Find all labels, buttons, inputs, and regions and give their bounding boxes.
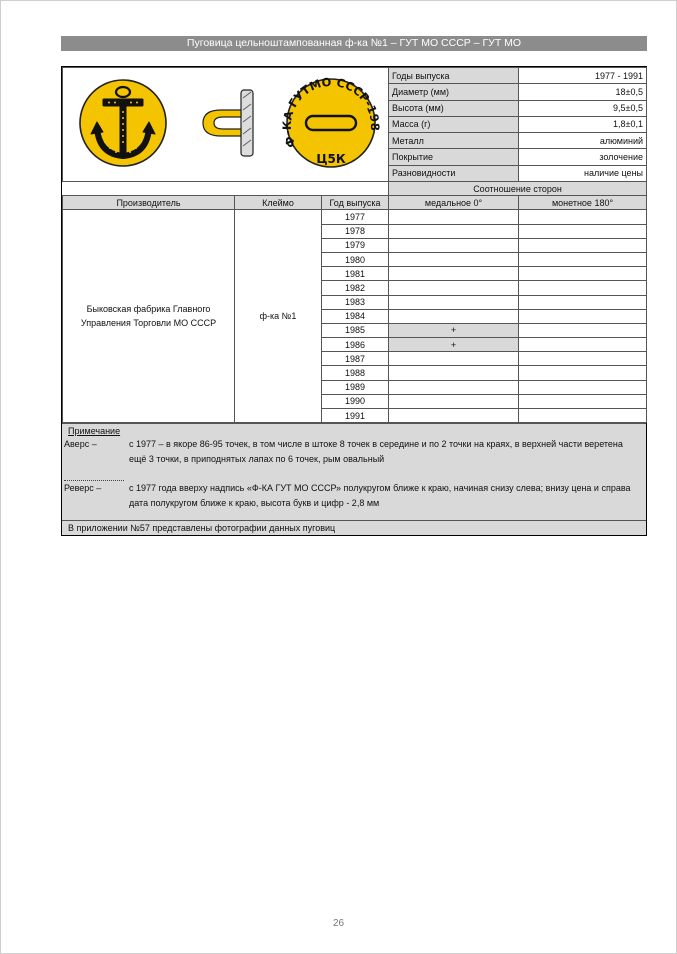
page-title: Пуговица цельноштампованная ф-ка №1 – ГУТ МО СССР – ГУТ МО [61, 36, 647, 51]
year-cell: 1981 [322, 267, 389, 281]
coin-cell [519, 338, 647, 352]
year-cell: 1988 [322, 366, 389, 380]
col-mark: Клеймо [235, 196, 322, 210]
coin-cell [519, 252, 647, 266]
notes-section [62, 423, 646, 520]
button-card [61, 66, 647, 536]
spec-label: Металл [389, 133, 519, 149]
profile-image [203, 90, 253, 156]
medal-cell [389, 224, 519, 238]
year-cell: 1986 [322, 338, 389, 352]
col-year: Год выпуска [322, 196, 389, 210]
reverse-price: Ц5К [316, 152, 346, 166]
coin-cell [519, 224, 647, 238]
spec-value: наличие цены [519, 165, 647, 181]
coin-cell [519, 309, 647, 323]
notes-divider [64, 480, 124, 481]
spec-value: 18±0,5 [519, 84, 647, 100]
coin-cell [519, 394, 647, 408]
avers-label: Аверс – [64, 439, 97, 450]
medal-cell [389, 210, 519, 224]
coin-cell [519, 380, 647, 394]
medal-cell [389, 366, 519, 380]
col-manufacturer: Производитель [63, 196, 235, 210]
appendix-note: В приложении №57 представлены фотографии данных пуговиц [62, 520, 646, 535]
year-cell: 1989 [322, 380, 389, 394]
medal-cell [389, 352, 519, 366]
year-cell: 1991 [322, 409, 389, 423]
year-cell: 1977 [322, 210, 389, 224]
medal-cell [389, 309, 519, 323]
spec-label: Высота (мм) [389, 100, 519, 116]
medal-cell [389, 252, 519, 266]
spec-value: 1977 - 1991 [519, 68, 647, 84]
year-cell: 1983 [322, 295, 389, 309]
year-cell: 1985 [322, 323, 389, 337]
button-drawings [63, 68, 387, 178]
spacer-cell [63, 182, 389, 196]
year-cell: 1982 [322, 281, 389, 295]
reverse-legend: Ф-КА ГУТМО СССР-198 [279, 74, 383, 150]
coin-cell [519, 409, 647, 423]
medal-cell: + [389, 323, 519, 337]
coin-cell [519, 281, 647, 295]
reverse-image [280, 75, 382, 167]
spec-label: Разновидности [389, 165, 519, 181]
col-coin: монетное 180° [519, 196, 647, 210]
spec-label: Масса (г) [389, 116, 519, 132]
medal-cell [389, 380, 519, 394]
manufacturer-name: Быковская фабрика Главного Управления Торговли МО СССР [63, 210, 235, 423]
page-number: 26 [332, 918, 345, 929]
year-cell: 1980 [322, 252, 389, 266]
spec-label: Годы выпуска [389, 68, 519, 84]
coin-cell [519, 295, 647, 309]
avers-text: с 1977 – в якоре 86-95 точек, в том числе в штоке 8 точек в середине и по 2 точки на краях, в верхней части веретена ещё 3 точки, в приподнятых лапах по 6 точек, рым овальный [129, 439, 623, 465]
year-cell: 1987 [322, 352, 389, 366]
button-images [63, 68, 389, 182]
spec-value: алюминий [519, 133, 647, 149]
medal-cell [389, 409, 519, 423]
medal-cell [389, 394, 519, 408]
medal-cell [389, 267, 519, 281]
col-medal: медальное 0° [389, 196, 519, 210]
data-table [62, 67, 647, 423]
revers-text: с 1977 года вверху надпись «Ф-КА ГУТ МО СССР» полукругом ближе к краю, начиная снизу слева; внизу цена и справа дата полукругом ближе к краю, высота букв и цифр - 2,8 мм [129, 483, 631, 509]
coin-cell [519, 210, 647, 224]
ratio-header: Соотношение сторон [389, 182, 647, 196]
spec-value: золочение [519, 149, 647, 165]
year-cell: 1979 [322, 238, 389, 252]
year-cell: 1978 [322, 224, 389, 238]
coin-cell [519, 267, 647, 281]
coin-cell [519, 366, 647, 380]
medal-cell [389, 295, 519, 309]
coin-cell [519, 323, 647, 337]
obverse-image [80, 80, 166, 166]
year-cell: 1984 [322, 309, 389, 323]
mark-value: ф-ка №1 [235, 210, 322, 423]
spec-value: 9,5±0,5 [519, 100, 647, 116]
year-cell: 1990 [322, 394, 389, 408]
medal-cell: + [389, 338, 519, 352]
revers-label: Реверс – [64, 483, 102, 494]
spec-label: Диаметр (мм) [389, 84, 519, 100]
coin-cell [519, 238, 647, 252]
coin-cell [519, 352, 647, 366]
spec-label: Покрытие [389, 149, 519, 165]
medal-cell [389, 281, 519, 295]
medal-cell [389, 238, 519, 252]
spec-value: 1,8±0,1 [519, 116, 647, 132]
notes-title: Примечание [68, 426, 121, 437]
